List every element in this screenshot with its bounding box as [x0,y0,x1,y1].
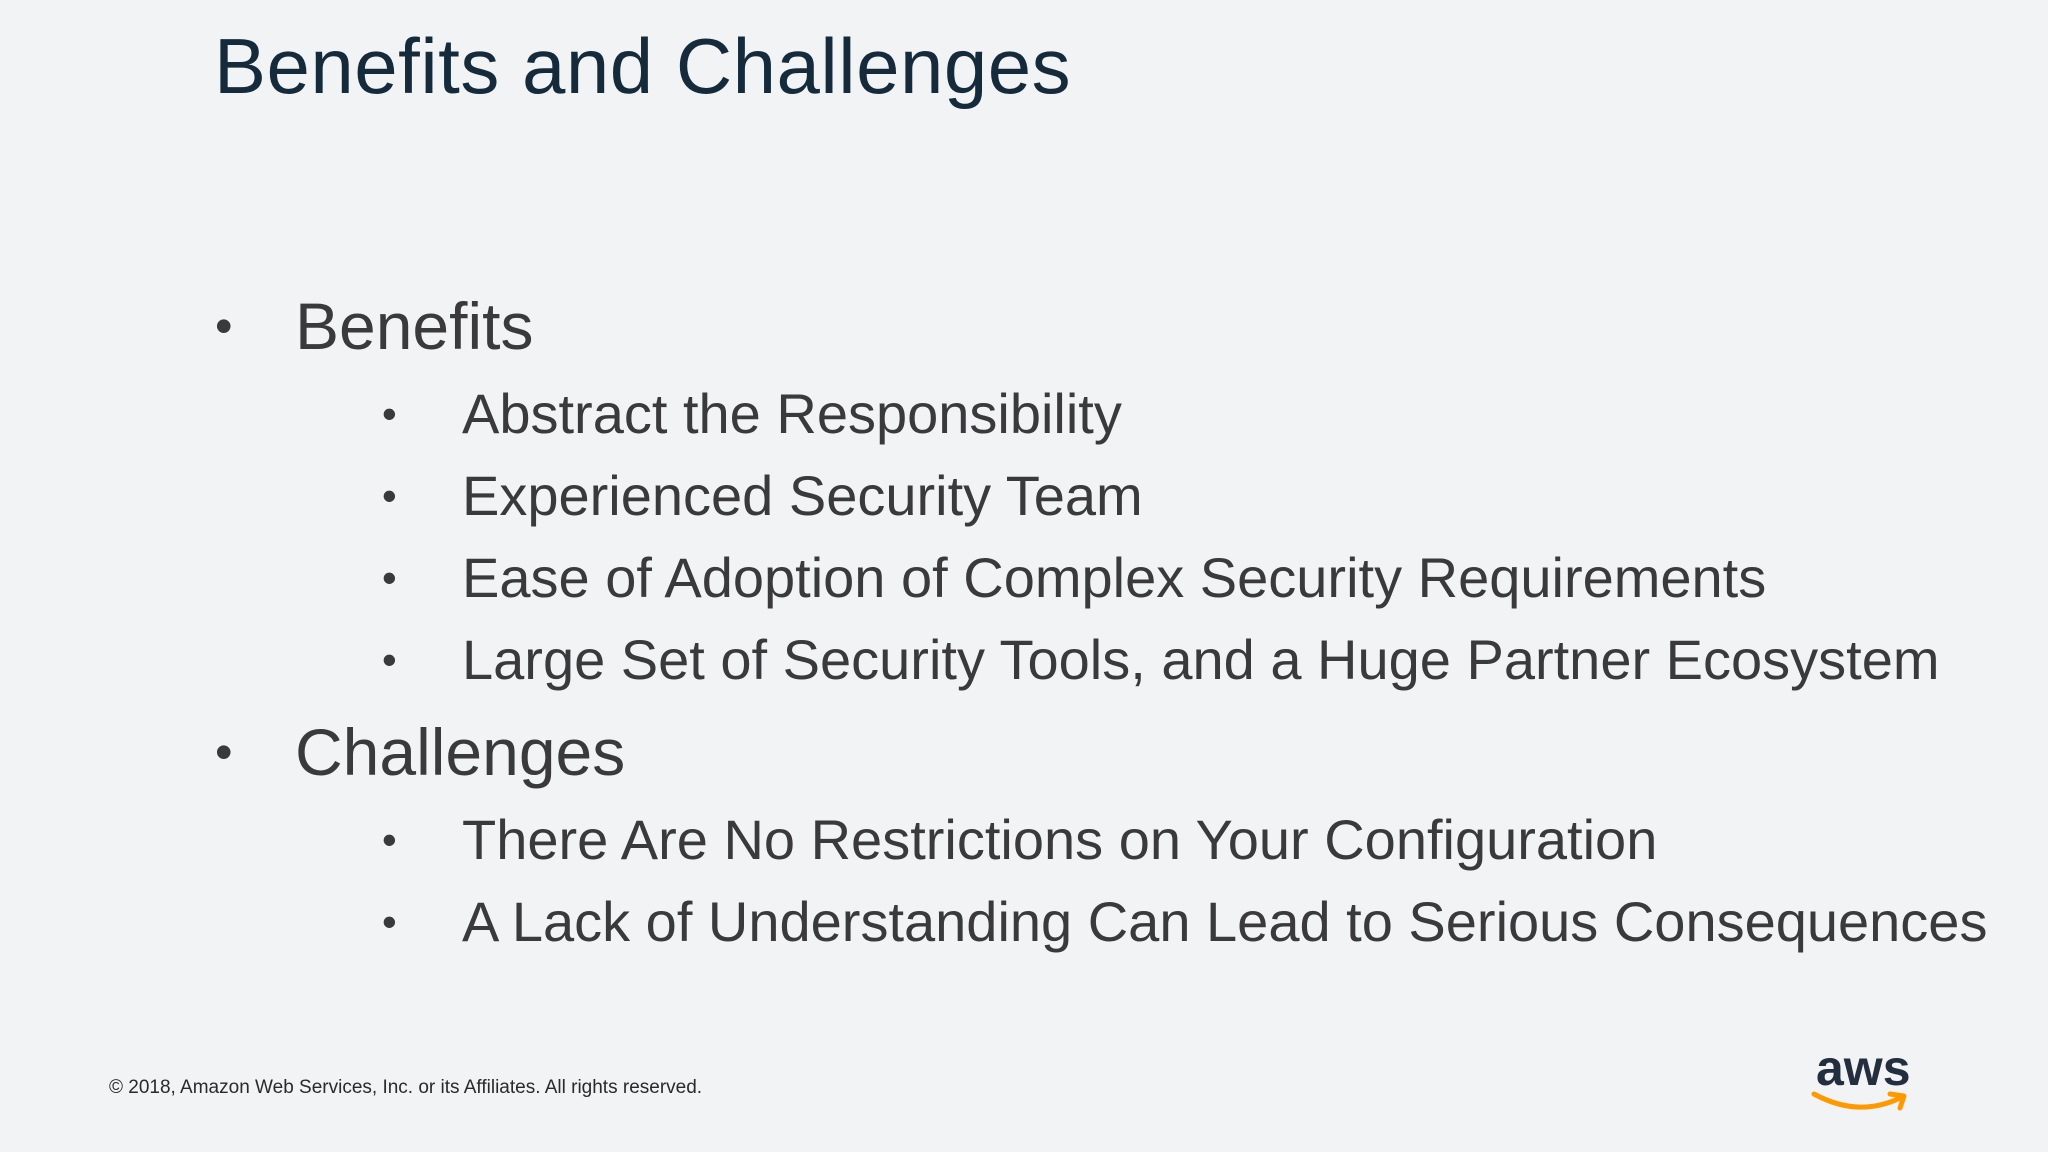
bullet-icon: • [382,390,397,437]
copyright-footer: © 2018, Amazon Web Services, Inc. or its Affiliates. All rights reserved. [109,1077,703,1098]
list-item [382,463,1143,529]
section-heading-challenges [215,712,626,792]
section-heading-label: Benefits [295,289,534,363]
list-item [382,381,1122,447]
list-item-label: Large Set of Security Tools, and a Huge Partner Ecosystem [462,628,1940,691]
section-heading-label: Challenges [295,715,626,789]
aws-wordmark: aws [1816,1040,1911,1096]
bullet-icon: • [382,816,397,863]
list-item [382,889,1988,955]
bullet-icon: • [382,636,397,683]
list-item-label: Experienced Security Team [462,464,1143,527]
list-item-label: There Are No Restrictions on Your Configuration [462,808,1658,871]
bullet-icon: • [382,898,397,945]
list-item-label: Abstract the Responsibility [462,382,1122,445]
aws-smile-arrow-icon [1808,1088,1918,1116]
bullet-icon: • [215,724,233,780]
bullet-icon: • [382,472,397,519]
section-heading-benefits [215,286,534,366]
list-item [382,627,1940,693]
bullet-icon: • [382,554,397,601]
list-item-label: Ease of Adoption of Complex Security Requirements [462,546,1767,609]
list-item [382,545,1767,611]
list-item [382,807,1658,873]
list-item-label: A Lack of Understanding Can Lead to Serious Consequences [462,890,1988,953]
bullet-icon: • [215,298,233,354]
aws-logo [1808,1040,1918,1116]
slide-title: Benefits and Challenges [214,22,1072,110]
